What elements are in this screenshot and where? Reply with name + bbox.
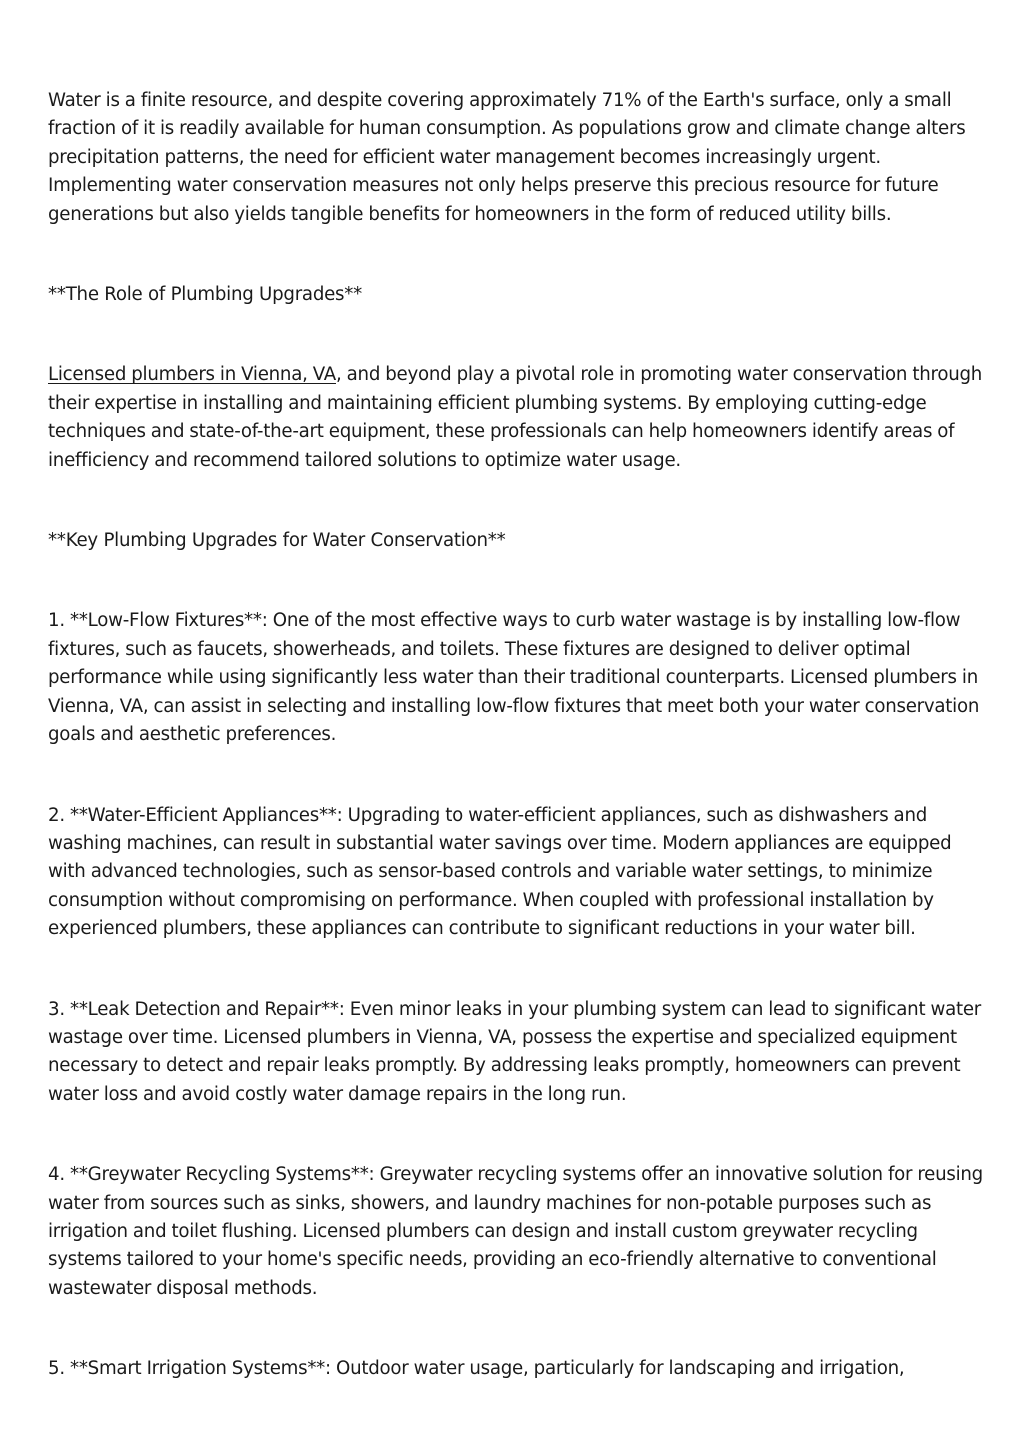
role-paragraph: [48, 361, 983, 475]
list-item-water-efficient-appliances: 2. **Water-Efficient Appliances**: Upgrading to water-efficient appliances, such as dishwashers and washing machines, can result in substantial water savings over time. Modern appliances are equipped with advanced technologies, such as sensor-based controls and variable water settings, to minimize consumption without compromising on performance. When coupled with professional installation by experienced plumbers, these appliances can contribute to significant reductions in your water bill.: [48, 804, 952, 940]
licensed-plumbers-link[interactable]: Licensed plumbers in Vienna, VA: [48, 364, 336, 386]
spacer: [48, 1303, 983, 1355]
list-item-low-flow-fixtures: 1. **Low-Flow Fixtures**: One of the most effective ways to curb water wastage is by installing low-flow fixtures, such as faucets, showerheads, and toilets. These fixtures are designed to deliver optimal performance while using significantly less water than their traditional counterparts. Licensed plumbers in Vienna, VA, can assist in selecting and installing low-flow fixtures that meet both your water conservation goals and aesthetic preferences.: [48, 610, 980, 746]
spacer: [48, 750, 983, 802]
section-heading-key-upgrades: **Key Plumbing Upgrades for Water Conservation**: [48, 530, 506, 552]
spacer: [48, 475, 983, 527]
spacer: [48, 309, 983, 361]
spacer: [48, 944, 983, 996]
list-item-leak-detection: 3. **Leak Detection and Repair**: Even minor leaks in your plumbing system can lead to significant water wastage over time. Licensed plumbers in Vienna, VA, possess the expertise and specialized equipment necessary to detect and repair leaks promptly. By addressing leaks promptly, homeowners can prevent water loss and avoid costly water damage repairs in the long run.: [48, 998, 982, 1105]
spacer: [48, 555, 983, 607]
intro-paragraph: Water is a finite resource, and despite covering approximately 71% of the Earth's surface, only a small fraction of it is readily available for human consumption. As populations grow and climate change alters precipitation patterns, the need for efficient water management becomes increasingly urgent. Implementing water conservation measures not only helps preserve this precious resource for future generations but also yields tangible benefits for homeowners in the form of reduced utility bills.: [48, 90, 966, 225]
list-item-greywater-recycling: 4. **Greywater Recycling Systems**: Greywater recycling systems offer an innovative solution for reusing water from sources such as sinks, showers, and laundry machines for non-potable purposes such as irrigation and toilet flushing. Licensed plumbers can design and install custom greywater recycling systems tailored to your home's specific needs, providing an eco-friendly alternative to conventional wastewater disposal methods.: [48, 1164, 983, 1299]
document-body: [48, 87, 983, 1384]
role-paragraph-text: , and beyond play a pivotal role in promoting water conservation through their expertise in installing and maintaining efficient plumbing systems. By employing cutting-edge techniques and state-of-the-art equipment, these professionals can help homeowners identify areas of inefficiency and recommend tailored solutions to optimize water usage.: [48, 364, 983, 471]
list-item-smart-irrigation: 5. **Smart Irrigation Systems**: Outdoor water usage, particularly for landscaping and irrigation,: [48, 1358, 905, 1380]
spacer: [48, 229, 983, 281]
section-heading-role: **The Role of Plumbing Upgrades**: [48, 284, 362, 306]
spacer: [48, 1109, 983, 1161]
